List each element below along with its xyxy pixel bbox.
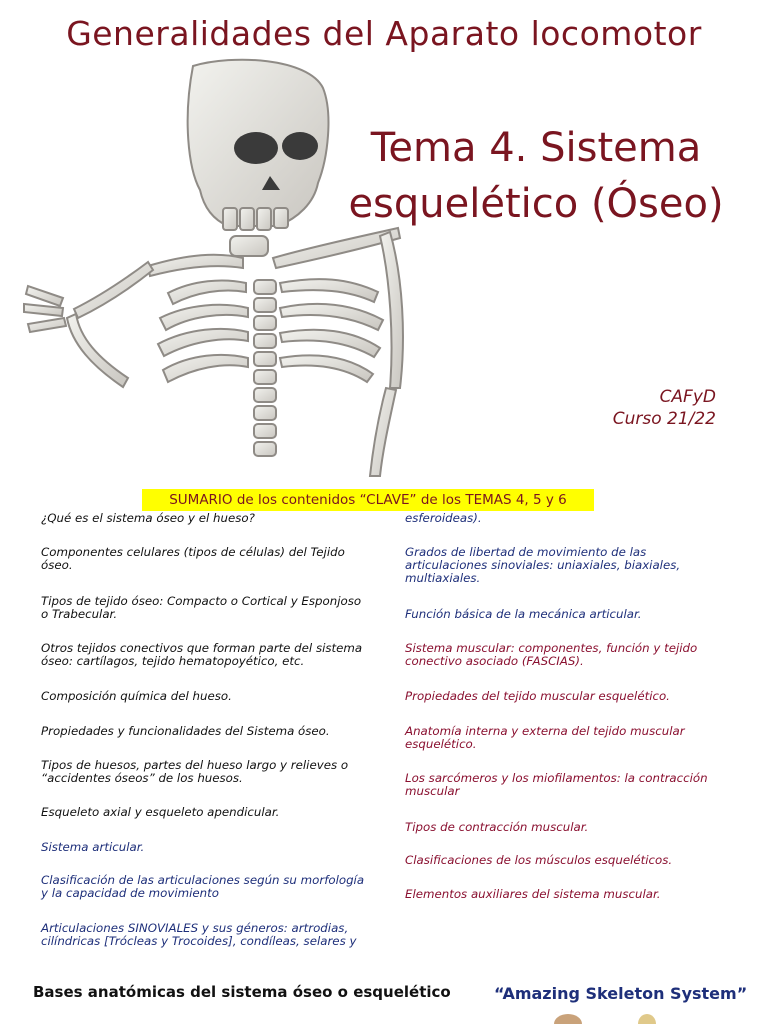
- tema-line-1: Tema 4. Sistema: [370, 125, 702, 171]
- tema-line-2: esquelético (Óseo): [348, 181, 724, 227]
- list-item: Elementos auxiliares del sistema muscular.: [405, 887, 661, 901]
- list-item: Propiedades y funcionalidades del Sistema óseo.: [41, 724, 330, 738]
- list-item: Grados de libertad de movimiento de las articulaciones sinoviales: uniaxiales, biaxiales, multiaxiales.: [405, 545, 681, 585]
- course-info: [613, 386, 716, 430]
- list-item: Componentes celulares (tipos de células) del Tejido óseo.: [41, 545, 345, 572]
- list-item: Clasificación de las articulaciones según su morfología y la capacidad de movimiento: [41, 873, 365, 900]
- list-item: Propiedades del tejido muscular esquelético.: [405, 689, 670, 703]
- list-item: Función básica de la mecánica articular.: [405, 607, 642, 621]
- footer-amazing: “Amazing Skeleton System”: [494, 984, 748, 1003]
- page-title: Generalidades del Aparato locomotor: [66, 14, 702, 53]
- sumario-banner: SUMARIO de los contenidos “CLAVE” de los TEMAS 4, 5 y 6: [142, 489, 594, 511]
- list-item: Articulaciones SINOVIALES y sus géneros: artrodias, cilíndricas [Trócleas y Trocoides], condíleas, selares y: [41, 921, 357, 948]
- footer-bases: Bases anatómicas del sistema óseo o esquelético: [33, 983, 451, 1001]
- list-item: Clasificaciones de los músculos esqueléticos.: [405, 853, 673, 867]
- list-item: Los sarcómeros y los miofilamentos: la contracción muscular: [405, 771, 708, 798]
- cafyd-label: CAFyD: [659, 387, 716, 407]
- tema-heading: [340, 120, 732, 232]
- curso-label: Curso 21/22: [612, 409, 716, 429]
- list-item: Anatomía interna y externa del tejido muscular esquelético.: [405, 724, 685, 751]
- list-item: Composición química del hueso.: [41, 689, 232, 703]
- bone-decoration-icon: [632, 1010, 662, 1024]
- list-item: Otros tejidos conectivos que forman parte del sistema óseo: cartílagos, tejido hematopoyético, etc.: [41, 641, 363, 668]
- list-item: Sistema muscular: componentes, función y tejido conectivo asociado (FASCIAS).: [405, 641, 698, 668]
- thumbnail-decoration-icon: [548, 1010, 588, 1024]
- list-item: Sistema articular.: [41, 840, 145, 854]
- list-item: Tipos de tejido óseo: Compacto o Cortical y Esponjoso o Trabecular.: [41, 594, 362, 621]
- list-item: esferoideas).: [405, 511, 482, 525]
- list-item: Tipos de contracción muscular.: [405, 820, 589, 834]
- list-item: Tipos de huesos, partes del hueso largo y relieves o “accidentes óseos” de los huesos.: [41, 758, 349, 785]
- list-item: ¿Qué es el sistema óseo y el hueso?: [41, 511, 255, 525]
- list-item: Esqueleto axial y esqueleto apendicular.: [41, 805, 280, 819]
